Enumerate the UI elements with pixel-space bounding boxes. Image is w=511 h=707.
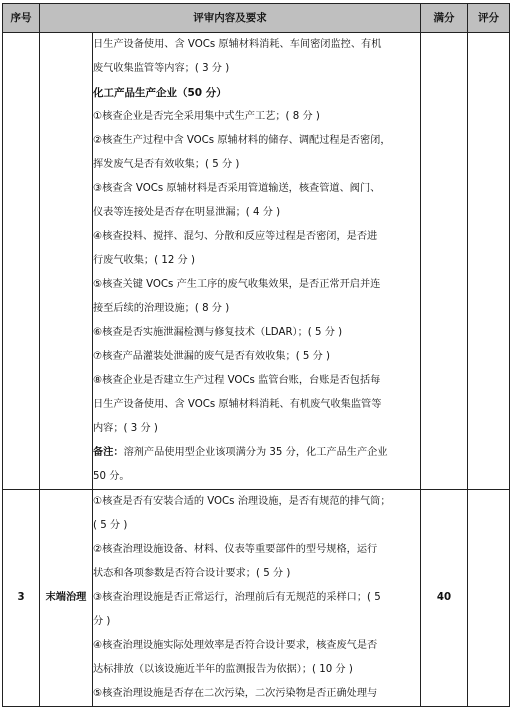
row1-full-score-cell — [421, 33, 468, 490]
note-text: 溶剂产品使用型企业该项满分为 35 分，化工产品生产企业 — [123, 447, 388, 458]
list-item: ④核查治理设施实际处理效率是否符合设计要求，核查废气是否 — [93, 640, 378, 651]
row2-category-cell: 末端治理 — [40, 490, 93, 707]
list-item: ②核查生产过程中含 VOCs 原辅材料的储存、调配过程是否密闭， — [93, 135, 391, 146]
table-row — [3, 33, 510, 490]
review-table — [2, 3, 510, 707]
note-line — [93, 441, 420, 465]
list-item: ②核查治理设施设备、材料、仪表等重要部件的型号规格，运行 — [93, 544, 378, 555]
header-seq: 序号 — [3, 4, 40, 33]
list-item: ①核查是否有安装合适的 VOCs 治理设施，是否有规范的排气筒； — [93, 496, 391, 507]
list-item: ⑦核查产品灌装处泄漏的废气是否有效收集；( 5 分 ) — [93, 351, 331, 362]
section-subheading: 化工产品生产企业（50 分） — [93, 87, 227, 99]
list-item-cont: 行废气收集；( 12 分 ) — [93, 255, 195, 266]
note-line-cont: 50 分。 — [93, 471, 130, 482]
row2-content-cell — [93, 490, 421, 707]
row1-seq-cell — [3, 33, 40, 490]
list-item: ⑤核查关键 VOCs 产生工序的废气收集效果，是否正常开启并连 — [93, 279, 381, 290]
list-item-cont: ( 5 分 ) — [93, 520, 128, 531]
row2-seq-cell: 3 — [3, 490, 40, 707]
list-item-cont: 接至后续的治理设施；( 8 分 ) — [93, 303, 230, 314]
list-item-cont: 仪表等连接处是否存在明显泄漏；( 4 分 ) — [93, 207, 281, 218]
list-item: ③核查含 VOCs 原辅材料是否采用管道输送，核查管道、阀门、 — [93, 183, 381, 194]
content-line: 日生产设备使用、含 VOCs 原辅材料消耗、车间密闭监控、有机 — [93, 39, 382, 50]
list-item: ③核查治理设施是否正常运行，治理前后有无规范的采样口；( 5 — [93, 592, 381, 603]
table-row — [3, 490, 510, 707]
note-label: 备注： — [93, 447, 124, 458]
list-item-cont: 达标排放（以该设施近半年的监测报告为依据）；( 10 分 ) — [93, 664, 353, 675]
row1-score-cell — [468, 33, 510, 490]
row1-category-cell — [40, 33, 93, 490]
header-score: 评分 — [468, 4, 510, 33]
list-item-cont: 状态和各项参数是否符合设计要求；( 5 分 ) — [93, 568, 291, 579]
list-item: ①核查企业是否完全采用集中式生产工艺；( 8 分 ) — [93, 111, 320, 122]
list-item: ⑤核查治理设施是否存在二次污染，二次污染物是否正确处理与 — [93, 688, 378, 699]
list-item-cont: 挥发废气是否有效收集；( 5 分 ) — [93, 159, 240, 170]
row2-full-score-cell: 40 — [421, 490, 468, 707]
list-item: ⑧核查企业是否建立生产过程 VOCs 监管台账，台账是否包括每 — [93, 375, 381, 386]
row2-score-cell — [468, 490, 510, 707]
header-content: 评审内容及要求 — [40, 4, 421, 33]
list-item-cont: 日生产设备使用、含 VOCs 原辅材料消耗、有机废气收集监管等 — [93, 399, 382, 410]
content-line: 废气收集监管等内容；( 3 分 ) — [93, 63, 230, 74]
row1-content-cell — [93, 33, 421, 490]
header-full-score: 满分 — [421, 4, 468, 33]
list-item-cont: 分 ) — [93, 616, 111, 627]
list-item-cont: 内容；( 3 分 ) — [93, 423, 158, 434]
list-item: ⑥核查是否实施泄漏检测与修复技术（LDAR）；( 5 分 ) — [93, 327, 343, 338]
list-item: ④核查投料、搅拌、混匀、分散和反应等过程是否密闭，是否进 — [93, 231, 378, 242]
header-row — [3, 4, 510, 33]
